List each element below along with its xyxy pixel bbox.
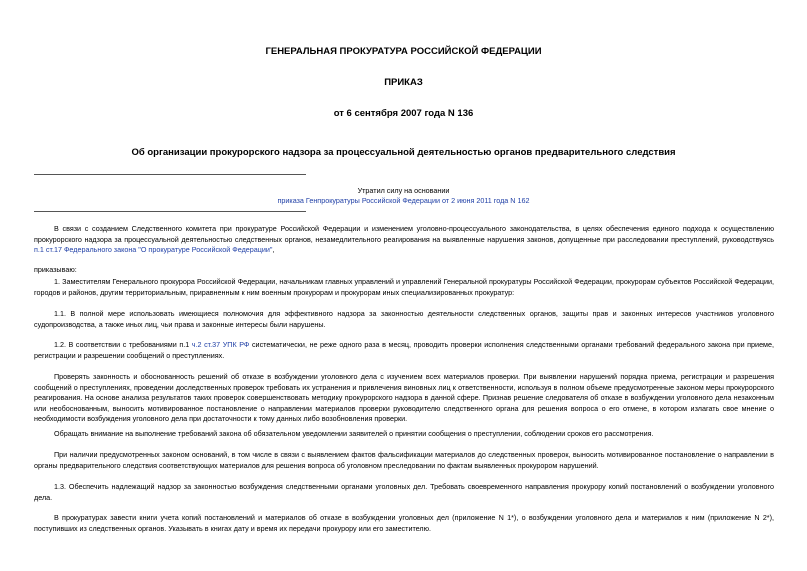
divider-top: [34, 174, 306, 175]
paragraph-1: 1. Заместителям Генерального прокурора Российской Федерации, начальникам главных управлений и управлений Генеральной прокуратуры Российской Федерации, прокурорам субъектов Российской Федерации, городов и районов, другим территориальным, приравненным к ним военным прокурорам и прокурорам иных специализированных прокуратур:: [34, 277, 774, 297]
paragraph-registers: В прокуратурах завести книги учета копий постановлений и материалов об отказе в возбуждении уголовных дел (приложение N 1*), о возбуждении уголовного дела и материалов к ним (приложение N 2*), поступивших из следственных органов. Указывать в книгах дату и время их передачи прокурору или его заместителю.: [34, 513, 774, 533]
paragraph-prosecution: При наличии предусмотренных законом оснований, в том числе в связи с выявлением фактов фальсификации материалов до следственных проверок, выносить мотивированное постановление о направлении в органы предварительного следствия соответствующих материалов для решения вопроса об уголовном преследовании по фактам выявленных прокурором нарушений.: [34, 450, 774, 470]
paragraph-notification: Обращать внимание на выполнение требований закона об обязательном уведомлении заявителей о принятии сообщения о преступлении, соблюдении сроков его рассмотрения.: [54, 429, 654, 438]
preamble-end: ,: [272, 245, 275, 255]
document-date: от 6 сентября 2007 года N 136: [333, 108, 474, 119]
status-note: Утратил силу на основании: [357, 186, 450, 195]
paragraph-1-1: 1.1. В полной мере использовать имеющиеся полномочия для эффективного надзора за законностью деятельности следственных органов, защиты прав и законных интересов участников уголовного судопроизводства, а также иных лиц, чьи права и законные интересы были нарушены.: [34, 309, 774, 329]
p12-start: 1.2. В соответствии с требованиями п.1: [54, 340, 192, 349]
upk-link[interactable]: ч.2 ст.37 УПК РФ: [191, 340, 250, 349]
organization-heading: ГЕНЕРАЛЬНАЯ ПРОКУРАТУРА РОССИЙСКОЙ ФЕДЕРАЦИИ: [265, 46, 542, 57]
document-type-heading: ПРИКАЗ: [384, 77, 423, 88]
paragraph-order-word: приказываю:: [34, 265, 77, 274]
document-subject: Об организации прокурорского надзора за процессуальной деятельностью органов предварительного следствия: [131, 147, 676, 158]
p12-end: систематически, не реже одного раза в месяц, проводить проверки исполнения следственными органами требований федерального закона при приеме, регистрации и разрешении сообщений о преступлениях.: [34, 340, 774, 360]
repeal-link[interactable]: приказа Генпрокуратуры Российской Федерации от 2 июня 2011 года N 162: [277, 196, 530, 205]
preamble-text: В связи с созданием Следственного комитета при прокуратуре Российской Федерации и изменением уголовно-процессуального законодательства, в целях обеспечения единого подхода к осуществлению прокурорского надзора за процессуальной деятельностью следственных органов, незамедлительного реагирования на выявленные нарушения законов, допущенные при расследовании преступлений, руководствуясь: [34, 224, 774, 244]
paragraph-verification: Проверять законность и обоснованность решений об отказе в возбуждении уголовного дела с изучением всех материалов проверки. При выявлении нарушений порядка приема, регистрации и разрешения сообщений о преступлениях, проведении доследственных проверок требовать их устранения и привлечения виновных лиц к ответственности, используя в полном объеме предусмотренные законом меры прокурорского реагирования. На основе анализа результатов таких проверок совершенствовать методику прокурорского надзора в данной сфере. Признав решение следователя об отказе в возбуждении уголовного дела незаконным или необоснованным, выносить мотивированное постановление о направлении материалов проверки руководителю следственного органа для решения вопроса о его отмене, в котором излагать свое мнение о необходимости возбуждения уголовного дела при достаточности к тому данных либо возобновления проверки.: [34, 372, 774, 424]
paragraph-1-3: 1.3. Обеспечить надлежащий надзор за законностью возбуждения следственными органами уголовных дел. Требовать своевременного направления прокурору копий постановлений о возбуждении уголовного дела.: [34, 482, 774, 502]
paragraph-preamble: [34, 224, 774, 256]
divider-bottom: [34, 211, 306, 212]
law-link[interactable]: п.1 ст.17 Федерального закона "О прокуратуре Российской Федерации": [34, 245, 273, 255]
paragraph-1-2: [34, 340, 774, 361]
